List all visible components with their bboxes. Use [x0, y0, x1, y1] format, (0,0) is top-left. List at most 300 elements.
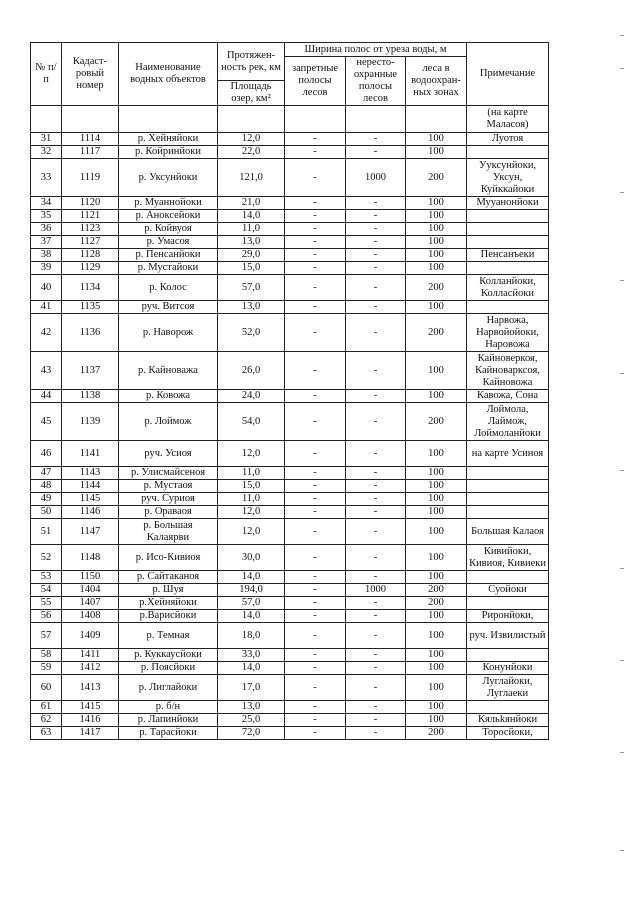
row-note — [467, 701, 549, 714]
row-water-forests: 200 — [406, 584, 467, 597]
scan-mark — [620, 752, 624, 753]
row-water-forests: 100 — [406, 649, 467, 662]
row-spawning: - — [346, 262, 406, 275]
row-number: 43 — [31, 352, 62, 390]
row-length: 12,0 — [218, 133, 285, 146]
row-spawning: - — [346, 223, 406, 236]
row-name: р. Темная — [119, 623, 218, 649]
row-cadastre: 1123 — [62, 223, 119, 236]
row-spawning: - — [346, 403, 406, 441]
scan-mark — [620, 568, 624, 569]
row-length: 12,0 — [218, 506, 285, 519]
row-length: 14,0 — [218, 662, 285, 675]
row-number: 40 — [31, 275, 62, 301]
row-note — [467, 236, 549, 249]
row-water-forests: 100 — [406, 249, 467, 262]
row-forbidden: - — [285, 210, 346, 223]
row-length: 54,0 — [218, 403, 285, 441]
row-length: 11,0 — [218, 223, 285, 236]
table-row — [31, 249, 549, 262]
table-row — [31, 390, 549, 403]
row-spawning: - — [346, 623, 406, 649]
row-cadastre: 1117 — [62, 146, 119, 159]
row-number: 48 — [31, 480, 62, 493]
row-note: Кавожа, Сона — [467, 390, 549, 403]
row-spawning: - — [346, 197, 406, 210]
row-length: 13,0 — [218, 301, 285, 314]
row-note: Мууанонйоки — [467, 197, 549, 210]
row-note: Луглайоки, Луглаеки — [467, 675, 549, 701]
row-water-forests: 200 — [406, 403, 467, 441]
row-forbidden: - — [285, 403, 346, 441]
row-name: р. Куккаусйоки — [119, 649, 218, 662]
header-num: № п/п — [31, 43, 62, 106]
row-name: р. Пенсанйоки — [119, 249, 218, 262]
table-row — [31, 545, 549, 571]
table-row — [31, 403, 549, 441]
row-number: 42 — [31, 314, 62, 352]
row-forbidden: - — [285, 467, 346, 480]
row-note — [467, 301, 549, 314]
row-forbidden: - — [285, 133, 346, 146]
table-row — [31, 262, 549, 275]
row-name: р. Уксунйоки — [119, 159, 218, 197]
table-row — [31, 610, 549, 623]
row-water-forests: 100 — [406, 610, 467, 623]
header-spawning: нересто-охранные полосы лесов — [346, 57, 406, 106]
row-water-forests: 100 — [406, 480, 467, 493]
row-water-forests: 100 — [406, 352, 467, 390]
row-water-forests: 100 — [406, 701, 467, 714]
row-water-forests: 200 — [406, 727, 467, 740]
row-spawning: - — [346, 146, 406, 159]
row-water-forests: 100 — [406, 223, 467, 236]
row-cadastre: 1127 — [62, 236, 119, 249]
header-area: Площадь озер, км² — [218, 81, 285, 106]
table-row — [31, 133, 549, 146]
row-length: 52,0 — [218, 314, 285, 352]
row-number: 49 — [31, 493, 62, 506]
row-length: 29,0 — [218, 249, 285, 262]
row-forbidden: - — [285, 314, 346, 352]
row-name: р. Мустаоя — [119, 480, 218, 493]
row-number: 34 — [31, 197, 62, 210]
row-name: р. Большая Калаярви — [119, 519, 218, 545]
row-name: р. Исо-Кивиоя — [119, 545, 218, 571]
row-number: 63 — [31, 727, 62, 740]
row-length: 121,0 — [218, 159, 285, 197]
row-note — [467, 597, 549, 610]
row-name: руч. Суриоя — [119, 493, 218, 506]
row-name: р. б/н — [119, 701, 218, 714]
row-name: р. Мустайоки — [119, 262, 218, 275]
row-cadastre: 1139 — [62, 403, 119, 441]
row-forbidden: - — [285, 493, 346, 506]
row-water-forests: 100 — [406, 714, 467, 727]
row-number: 32 — [31, 146, 62, 159]
row-water-forests: 200 — [406, 597, 467, 610]
row-cadastre: 1407 — [62, 597, 119, 610]
row-note: Колланйоки, Колласйоки — [467, 275, 549, 301]
row-cadastre: 1143 — [62, 467, 119, 480]
row-number: 47 — [31, 467, 62, 480]
row-spawning: - — [346, 352, 406, 390]
row-spawning: - — [346, 675, 406, 701]
row-number: 53 — [31, 571, 62, 584]
row-spawning: - — [346, 506, 406, 519]
row-cadastre: 1146 — [62, 506, 119, 519]
table-row — [31, 506, 549, 519]
row-cadastre: 1416 — [62, 714, 119, 727]
header-length: Протяжен-ность рек, км — [218, 43, 285, 81]
table-row — [31, 314, 549, 352]
table-row — [31, 210, 549, 223]
row-cadastre: 1411 — [62, 649, 119, 662]
row-length: 14,0 — [218, 571, 285, 584]
row-note — [467, 571, 549, 584]
table-row — [31, 441, 549, 467]
row-name: р. Наворож — [119, 314, 218, 352]
row-water-forests: 100 — [406, 262, 467, 275]
row-cadastre: 1150 — [62, 571, 119, 584]
row-name: р. Аноксейоки — [119, 210, 218, 223]
row-note: Кяльkянйоки — [467, 714, 549, 727]
row-number: 35 — [31, 210, 62, 223]
row-spawning: - — [346, 727, 406, 740]
row-forbidden: - — [285, 623, 346, 649]
row-forbidden: - — [285, 275, 346, 301]
row-number: 46 — [31, 441, 62, 467]
row-length: 194,0 — [218, 584, 285, 597]
row-number: 50 — [31, 506, 62, 519]
row-name: руч. Витсоя — [119, 301, 218, 314]
row-name: р. Сайтаканоя — [119, 571, 218, 584]
document-page — [30, 42, 548, 740]
row-number: 54 — [31, 584, 62, 597]
row-number: 44 — [31, 390, 62, 403]
row-spawning: - — [346, 662, 406, 675]
row-name: р. Шуя — [119, 584, 218, 597]
row-water-forests: 100 — [406, 146, 467, 159]
row-spawning: 1000 — [346, 159, 406, 197]
row-name: р. Хейняйоки — [119, 133, 218, 146]
row-water-forests: 100 — [406, 467, 467, 480]
row-spawning: - — [346, 480, 406, 493]
row-forbidden: - — [285, 249, 346, 262]
row-name: р. Лоймож — [119, 403, 218, 441]
row-forbidden: - — [285, 727, 346, 740]
row-name: р. Муаннойоки — [119, 197, 218, 210]
row-water-forests: 100 — [406, 662, 467, 675]
row-length: 21,0 — [218, 197, 285, 210]
row-water-forests: 100 — [406, 506, 467, 519]
row-length: 30,0 — [218, 545, 285, 571]
scan-mark — [620, 192, 624, 193]
header-name: Наименование водных объектов — [119, 43, 218, 106]
table-row — [31, 480, 549, 493]
row-water-forests: 100 — [406, 197, 467, 210]
row-number: 60 — [31, 675, 62, 701]
row-note: Торосйоки, — [467, 727, 549, 740]
row-length: 12,0 — [218, 441, 285, 467]
row-water-forests: 100 — [406, 493, 467, 506]
row-water-forests: 200 — [406, 314, 467, 352]
row-note — [467, 649, 549, 662]
scan-mark — [620, 373, 624, 374]
row-forbidden: - — [285, 223, 346, 236]
row-name: р. Колос — [119, 275, 218, 301]
row-cadastre: 1147 — [62, 519, 119, 545]
row-length: 11,0 — [218, 493, 285, 506]
row-name: р. Кайноважа — [119, 352, 218, 390]
row-number: 41 — [31, 301, 62, 314]
table-row — [31, 649, 549, 662]
row-number: 38 — [31, 249, 62, 262]
row-name: руч. Усиоя — [119, 441, 218, 467]
row-name: р. Койринйоки — [119, 146, 218, 159]
table-row — [31, 675, 549, 701]
row-spawning: - — [346, 597, 406, 610]
row-forbidden: - — [285, 352, 346, 390]
row-forbidden: - — [285, 649, 346, 662]
row-spawning: - — [346, 610, 406, 623]
header-forbidden: запретные полосы лесов — [285, 57, 346, 106]
water-objects-table — [30, 42, 549, 740]
scan-mark — [620, 470, 624, 471]
row-forbidden: - — [285, 662, 346, 675]
row-cadastre: 1145 — [62, 493, 119, 506]
row-cadastre: 1144 — [62, 480, 119, 493]
scan-mark — [620, 35, 624, 36]
row-number: 36 — [31, 223, 62, 236]
row-note — [467, 210, 549, 223]
row-spawning: - — [346, 493, 406, 506]
header-note: Примечание — [467, 43, 549, 106]
row-water-forests: 200 — [406, 275, 467, 301]
row-cadastre: 1134 — [62, 275, 119, 301]
table-row — [31, 727, 549, 740]
row-cadastre: 1141 — [62, 441, 119, 467]
row-water-forests: 100 — [406, 545, 467, 571]
row-spawning: - — [346, 467, 406, 480]
row-length: 57,0 — [218, 597, 285, 610]
row-number: 52 — [31, 545, 62, 571]
row-spawning: - — [346, 701, 406, 714]
header-water-forests: леса в водоохран-ных зонах — [406, 57, 467, 106]
row-number: 61 — [31, 701, 62, 714]
row-length: 11,0 — [218, 467, 285, 480]
scan-mark — [620, 280, 624, 281]
table-row — [31, 146, 549, 159]
scan-mark — [620, 850, 624, 851]
row-forbidden: - — [285, 262, 346, 275]
row-water-forests: 100 — [406, 519, 467, 545]
row-length: 12,0 — [218, 519, 285, 545]
table-row — [31, 519, 549, 545]
row-note: Пенсанъеки — [467, 249, 549, 262]
row-forbidden: - — [285, 480, 346, 493]
row-note: на карте Усиноя — [467, 441, 549, 467]
table-body — [31, 106, 549, 740]
table-row — [31, 662, 549, 675]
row-note — [467, 223, 549, 236]
row-spawning: - — [346, 545, 406, 571]
row-note: Луотоя — [467, 133, 549, 146]
row-length: 25,0 — [218, 714, 285, 727]
row-length: 13,0 — [218, 236, 285, 249]
row-name: р. Койвуоя — [119, 223, 218, 236]
row-cadastre: 1138 — [62, 390, 119, 403]
row-water-forests: 100 — [406, 571, 467, 584]
row-name: р.Хейняйоки — [119, 597, 218, 610]
row-spawning: - — [346, 649, 406, 662]
row-spawning: - — [346, 390, 406, 403]
table-row — [31, 493, 549, 506]
row-note — [467, 506, 549, 519]
row-note — [467, 480, 549, 493]
row-name: р. Ораваоя — [119, 506, 218, 519]
table-row — [31, 597, 549, 610]
row-length: 14,0 — [218, 610, 285, 623]
row-forbidden: - — [285, 197, 346, 210]
row-water-forests: 100 — [406, 133, 467, 146]
table-row — [31, 571, 549, 584]
row-note: Кивийоки, Кивиоя, Кивиеки — [467, 545, 549, 571]
row-water-forests: 100 — [406, 390, 467, 403]
row-cadastre: 1409 — [62, 623, 119, 649]
row-note: Суойоки — [467, 584, 549, 597]
row-note — [467, 262, 549, 275]
row-length: 17,0 — [218, 675, 285, 701]
row-forbidden: - — [285, 701, 346, 714]
row-note — [467, 146, 549, 159]
scan-mark — [620, 660, 624, 661]
row-length: 15,0 — [218, 262, 285, 275]
row-water-forests: 100 — [406, 210, 467, 223]
row-water-forests: 100 — [406, 623, 467, 649]
row-forbidden: - — [285, 571, 346, 584]
row-spawning: - — [346, 314, 406, 352]
row-number: 33 — [31, 159, 62, 197]
table-row — [31, 701, 549, 714]
table-row — [31, 236, 549, 249]
row-spawning: - — [346, 519, 406, 545]
row-note: руч. Извилистый — [467, 623, 549, 649]
row-note — [467, 467, 549, 480]
row-forbidden: - — [285, 519, 346, 545]
row-length: 26,0 — [218, 352, 285, 390]
row-cadastre: 1415 — [62, 701, 119, 714]
row-length: 57,0 — [218, 275, 285, 301]
row-number: 59 — [31, 662, 62, 675]
row-cadastre: 1404 — [62, 584, 119, 597]
table-row — [31, 352, 549, 390]
row-note: Нарвожа, Нарвойойоки, Наровожа — [467, 314, 549, 352]
row-note: Лоймола, Лаймож, Лоймоланйоки — [467, 403, 549, 441]
table-row — [31, 275, 549, 301]
row-cadastre: 1119 — [62, 159, 119, 197]
row-water-forests: 100 — [406, 675, 467, 701]
row-forbidden: - — [285, 584, 346, 597]
header-width-group: Ширина полос от уреза воды, м — [285, 43, 467, 57]
row-cadastre: 1148 — [62, 545, 119, 571]
row-spawning: - — [346, 275, 406, 301]
header-cadastre: Кадаст-ровый номер — [62, 43, 119, 106]
row-forbidden: - — [285, 236, 346, 249]
row-cadastre: 1120 — [62, 197, 119, 210]
row-note: Ууксунйоки, Уксун, Куйккайоки — [467, 159, 549, 197]
table-row — [31, 467, 549, 480]
row-spawning: - — [346, 441, 406, 467]
row-note — [467, 493, 549, 506]
table-row — [31, 159, 549, 197]
row-name: р. Ковожа — [119, 390, 218, 403]
row-length: 33,0 — [218, 649, 285, 662]
row-spawning: - — [346, 301, 406, 314]
row-water-forests: 100 — [406, 441, 467, 467]
row-length: 13,0 — [218, 701, 285, 714]
row-note: Большая Калаоя — [467, 519, 549, 545]
row-name: р. Тарасйоки — [119, 727, 218, 740]
row-number: 31 — [31, 133, 62, 146]
row-length: 24,0 — [218, 390, 285, 403]
row-name: р. Улисмайсеноя — [119, 467, 218, 480]
row-number: 45 — [31, 403, 62, 441]
row-water-forests: 100 — [406, 236, 467, 249]
continuation-row — [31, 106, 549, 133]
row-cadastre: 1135 — [62, 301, 119, 314]
row-water-forests: 100 — [406, 301, 467, 314]
row-cadastre: 1417 — [62, 727, 119, 740]
row-forbidden: - — [285, 390, 346, 403]
row-number: 55 — [31, 597, 62, 610]
row-note: Риронйоки, — [467, 610, 549, 623]
table-row — [31, 301, 549, 314]
row-number: 58 — [31, 649, 62, 662]
row-forbidden: - — [285, 675, 346, 701]
table-row — [31, 623, 549, 649]
continuation-note: (на карте Маласоя) — [467, 106, 549, 133]
row-forbidden: - — [285, 506, 346, 519]
row-spawning: - — [346, 571, 406, 584]
row-note: Конунйоки — [467, 662, 549, 675]
table-row — [31, 223, 549, 236]
row-spawning: - — [346, 714, 406, 727]
table-header — [31, 43, 549, 106]
row-length: 18,0 — [218, 623, 285, 649]
row-cadastre: 1413 — [62, 675, 119, 701]
row-name: р. Лапинйоки — [119, 714, 218, 727]
row-spawning: 1000 — [346, 584, 406, 597]
row-length: 72,0 — [218, 727, 285, 740]
row-number: 57 — [31, 623, 62, 649]
row-length: 14,0 — [218, 210, 285, 223]
row-forbidden: - — [285, 146, 346, 159]
row-cadastre: 1136 — [62, 314, 119, 352]
row-spawning: - — [346, 210, 406, 223]
row-cadastre: 1114 — [62, 133, 119, 146]
row-forbidden: - — [285, 159, 346, 197]
table-row — [31, 714, 549, 727]
row-forbidden: - — [285, 610, 346, 623]
row-name: р.Варисйоки — [119, 610, 218, 623]
table-row — [31, 584, 549, 597]
row-cadastre: 1412 — [62, 662, 119, 675]
row-forbidden: - — [285, 714, 346, 727]
row-name: р. Поясйоки — [119, 662, 218, 675]
row-cadastre: 1408 — [62, 610, 119, 623]
row-note: Кайноверкоя, Кайноварксоя, Кайновожа — [467, 352, 549, 390]
